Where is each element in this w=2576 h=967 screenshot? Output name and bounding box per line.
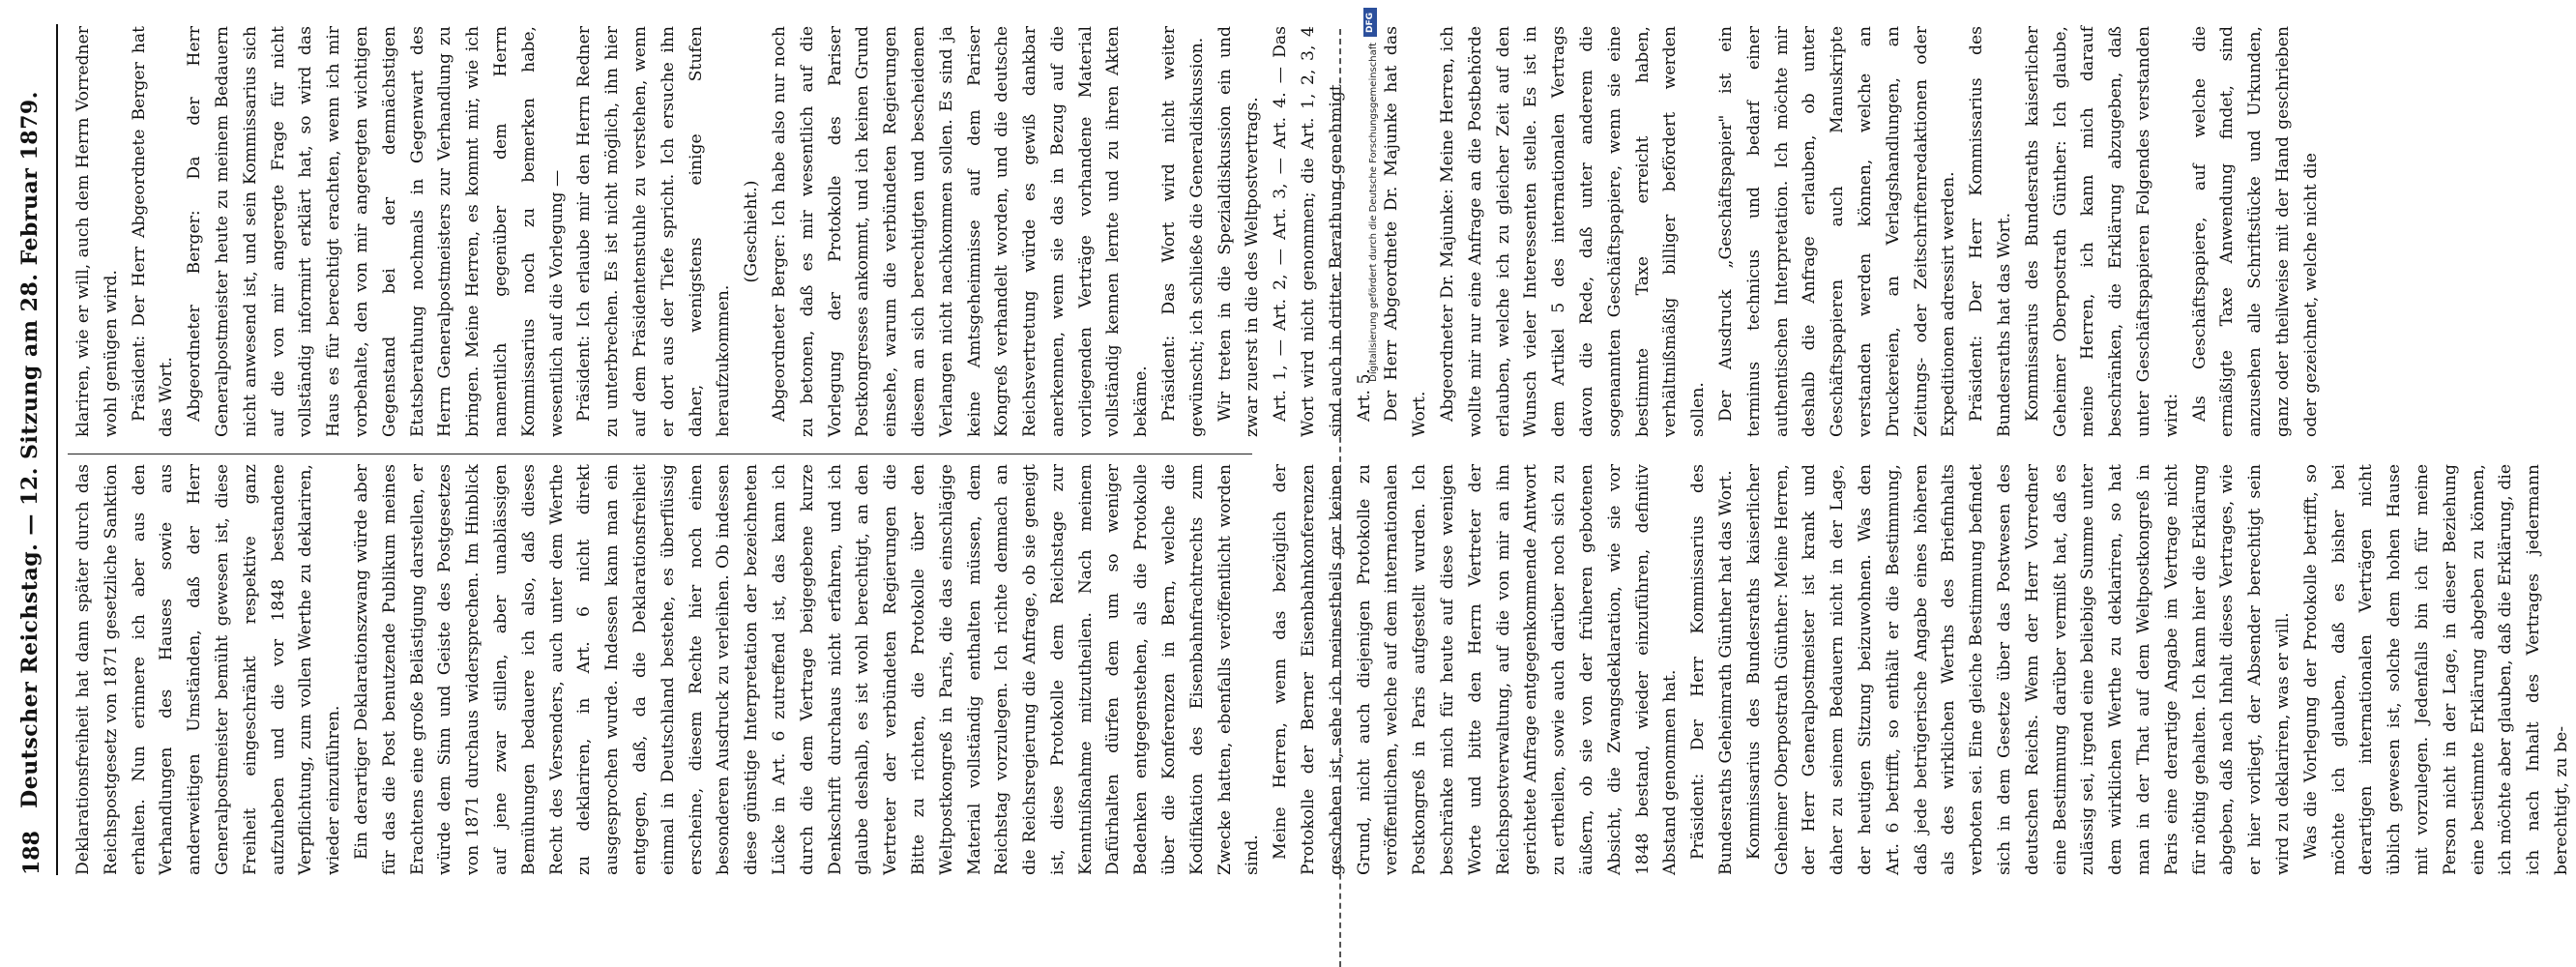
digitization-notice: [1358, 0, 1383, 967]
paragraph: Abgeordneter Dr. Majunke: Meine Herren, ich wollte mir nur eine Anfrage an die Postbehörde erlauben, welche ich zu gleicher Zeit auf den Wunsch vieler Interessenten stelle. Es ist in dem Artikel 5 des internationalen Vertrags davon die Rede, daß unter anderem die sogenannten Geschäftspapiere, wenn sie eine bestimmte Taxe erreicht haben, verhältnißmäßig billiger befördert werden sollen.: [1438, 26, 1709, 437]
paragraph: Ein derartiger Deklarationszwang würde aber für das die Post benutzende Publikum meines Erachtens eine große Belästigung darstellen, er würde dem Sinn und Geiste des Postgesetzes von 1871 durchaus widersprechen. Im Hinblick auf jene zwar stillen, aber unablässigen Bemühungen bedauere ich also, daß dieses Recht des Versenders, auch unter dem Werthe zu deklariren, in Art. 6 nicht direkt ausgesprochen wurde. Indessen kann man ein entgegen, daß, da die Deklarationsfreiheit einmal in Deutschland bestehe, es überflüssig erscheine, diesem Rechte hier noch einen besonderen Ausdruck zu verleihen. Ob indessen diese günstige Interpretation der bezeichneten Lücke in Art. 6 zutreffend ist, das kann ich durch die dem Vertrage beigegebene kurze Denkschrift durchaus nicht erfahren, und ich glaube deshalb, es ist wohl berechtigt, an den Vertreter der verbündeten Regierungen die Bitte zu richten, die Protokolle über den Weltpostkongreß in Paris, die das einschlägige Material vollständig enthalten müssen, dem Reichstag vorzulegen. Ich richte demnach an die Reichsregierung die Anfrage, ob sie geneigt ist, diese Protokolle dem Reichstage zur Kenntnißnahme mitzutheilen. Nach meinem Dafürhalten dürfen dem um so weniger Bedenken entgegenstehen, als die Protokolle über die Konferenzen in Bern, welche die Kodifikation des Eisenbahnfrachtrechts zum Zwecke hatten, ebenfalls veröffentlicht worden sind.: [351, 464, 1263, 875]
header-rule: [56, 24, 58, 875]
paragraph: Deklarationsfreiheit hat dann später durch das Reichspostgesetz von 1871 gesetzliche Sanktion erhalten. Nun erinnere ich aber aus den Verhandlungen des Hauses sowie aus anderweitigen Umständen, daß der Herr Generalpostmeister bemüht gewesen ist, diese Freiheit eingeschränkt respektive ganz aufzuheben und die vor 1848 bestandene Verpflichtung, zum vollen Werthe zu deklariren, wieder einzuführen.: [73, 464, 344, 875]
paragraph: Präsident: Ich erlaube mir den Herrn Redner zu unterbrechen. Es ist nicht möglich, ihn hier auf dem Präsidentenstuhle zu verstehen, wenn er dort aus der Tiefe spricht. Ich ersuche ihn daher, wenigstens einige Stufen heraufzukommen.: [574, 26, 734, 437]
paragraph: Als Geschäftspapiere, auf welche die ermäßigte Taxe Anwendung findet, sind anzusehen alle Schriftstücke und Urkunden, ganz oder theilweise mit der Hand geschrieben oder gezeichnet, welche nicht die: [2189, 26, 2321, 437]
left-column: [70, 463, 2571, 875]
paragraph: Abgeordneter Berger: Da der Herr Generalpostmeister heute zu meinem Bedauern nicht anwesend ist, und sein Kommissarius sich auf die von mir angeregte Frage für nicht vollständig informirt erklärt hat, so wird das Haus es für berechtigt erachten, wenn ich mir vorbehalte, den von mir angeregten wichtigen Gegenstand bei der demnächstigen Etatsberathung nochmals in Gegenwart des Herrn Generalpostmeisters zur Verhandlung zu bringen. Meine Herren, es kommt mir, wie ich namentlich gegenüber dem Herrn Kommissarius noch zu bemerken habe, wesentlich auf die Vorlegung —: [185, 26, 567, 437]
paragraph: Was die Vorlegung der Protokolle betrifft, so möchte ich glauben, daß es bisher bei derartigen internationalen Verträgen nicht üblich gewesen ist, solche dem hohen Hause mit vorzulegen. Jedenfalls bin ich für meine Person nicht in der Lage, in dieser Beziehung eine bestimmte Erklärung abgeben zu können, ich möchte aber glauben, daß die Erklärung, die ich nach Inhalt des Vertrages jedermann berechtigt, zu be-: [2300, 464, 2571, 875]
paragraph: Der Herr Abgeordnete Dr. Majunke hat das Wort.: [1382, 26, 1430, 437]
digitization-text: Digitalisierung gefördert durch die Deutsche Forschungsgemeinschaft: [1368, 43, 1379, 382]
paragraph: Kommissarius des Bundesraths kaiserlicher Geheimer Oberpostrath Günther: Ich glaube, meine Herren, ich kann mich darauf beschränken, die Erklärung abzugeben, daß unter Geschäftspapieren Folgendes verstanden wird:: [2022, 26, 2181, 437]
paragraph: Kommissarius des Bundesraths kaiserlicher Geheimer Oberpostrath Günther: Meine Herren, der Herr Generalpostmeister ist krank und daher zu seinem Bedauern nicht in der Lage, der heutigen Sitzung beizuwohnen. Was den Art. 6 betrifft, so enthält er die Bestimmung, daß jede betrügerische Angabe eines höheren als des wirklichen Werths des Briefinhalts verboten sei. Eine gleiche Bestimmung befindet sich in dem Gesetze über das Postwesen des deutschen Reichs. Wenn der Herr Vorredner eine Bestimmung darüber vermißt hat, daß es zulässig sei, irgend eine beliebige Summe unter dem wirklichen Werthe zu deklariren, so hat man in der That auf dem Weltpostkongreß in Paris eine derartige Angabe im Vertrage nicht für nöthig gehalten. Ich kann hier die Erklärung abgeben, daß nach Inhalt dieses Vertrages, wie er hier vorliegt, der Absender berechtigt sein wird zu deklariren, was er will.: [1743, 463, 2293, 875]
paragraph: Wir treten in die Spezialdiskussion ein und zwar zuerst in die des Weltpostvertrags.: [1215, 26, 1263, 437]
page-header: [10, 24, 68, 875]
paragraph: Präsident: Der Herr Abgeordnete Berger hat das Wort.: [129, 26, 177, 437]
paragraph: klariren, wie er will, auch dem Herrn Vorredner wohl genügen wird.: [73, 26, 121, 437]
paragraph: Art. 5.: [1354, 368, 1374, 422]
paragraph: Abgeordneter Berger: Ich habe also nur noch zu betonen, daß es mir wesentlich auf die Vorlegung der Protokolle des Pariser Postkongresses ankommt, und ich keinen Grund einsehe, warum die verbündeten Regierungen diesem an sich berechtigten und bescheidenen Verlangen nicht nachkommen sollen. Es sind ja keine Amtsgeheimnisse auf dem Pariser Kongreß verhandelt worden, und die deutsche Reichsvertretung würde es gewiß dankbar anerkennen, wenn sie das in Bezug auf die vorliegenden Verträge vorhandene Material vollständig kennen lernte und zu ihren Akten bekäme.: [769, 26, 1152, 437]
paragraph: (Geschieht.): [742, 180, 762, 283]
paragraph: Der Ausdruck „Geschäftspapier" ist ein terminus technicus und bedarf einer authentischen Interpretation. Ich möchte mir deshalb die Anfrage erlauben, ob unter Geschäftspapieren auch Manuskripte verstanden werden können, welche an Druckereien, an Verlagshandlungen, an Zeitungs- oder Zeitschriftenredaktionen oder Expeditionen adressirt werden.: [1716, 26, 1959, 437]
page-number: 188: [19, 831, 44, 875]
dfg-logo: DFG: [1363, 8, 1377, 37]
paragraph: Präsident: Das Wort wird nicht weiter gewünscht; ich schließe die Generaldiskussion.: [1159, 26, 1207, 437]
paragraph: Art. 1, — Art. 2, — Art. 3, — Art. 4. — Das Wort wird nicht genommen; die Art. 1, 2, 3, 4 sind auch in dritter Berathung genehmigt.: [1271, 26, 1346, 437]
running-title: Deutscher Reichstag. — 12. Sitzung am 28. Februar 1879.: [17, 91, 43, 808]
paragraph: Präsident: Der Herr Kommissarius des Bundesraths Geheimrath Günther hat das Wort.: [1688, 464, 1737, 875]
bottom-rule: [1339, 29, 1341, 967]
paragraph: Präsident: Der Herr Kommissarius des Bundesraths hat das Wort.: [1967, 26, 2014, 437]
paragraph: Meine Herren, wenn das bezüglich der Protokolle der Berner Eisenbahnkonferenzen geschehen ist, sehe ich meinestheils gar keinen Grund, nicht auch diejenigen Protokolle zu veröffentlichen, welche auf dem internationalen Postkongreß in Paris aufgestellt wurden. Ich beschränke mich für heute auf diese wenigen Worte und bitte den Herrn Vertreter der Reichspostverwaltung, auf die von mir an ihn gerichtete Anfrage entgegenkommende Antwort zu ertheilen, sowie auch darüber noch sich zu äußern, ob sie von der früheren gebotenen Absicht, die Zwangsdeklaration, wie sie vor 1848 bestand, wieder einzuführen, definitiv Abstand genommen hat.: [1271, 464, 1681, 875]
